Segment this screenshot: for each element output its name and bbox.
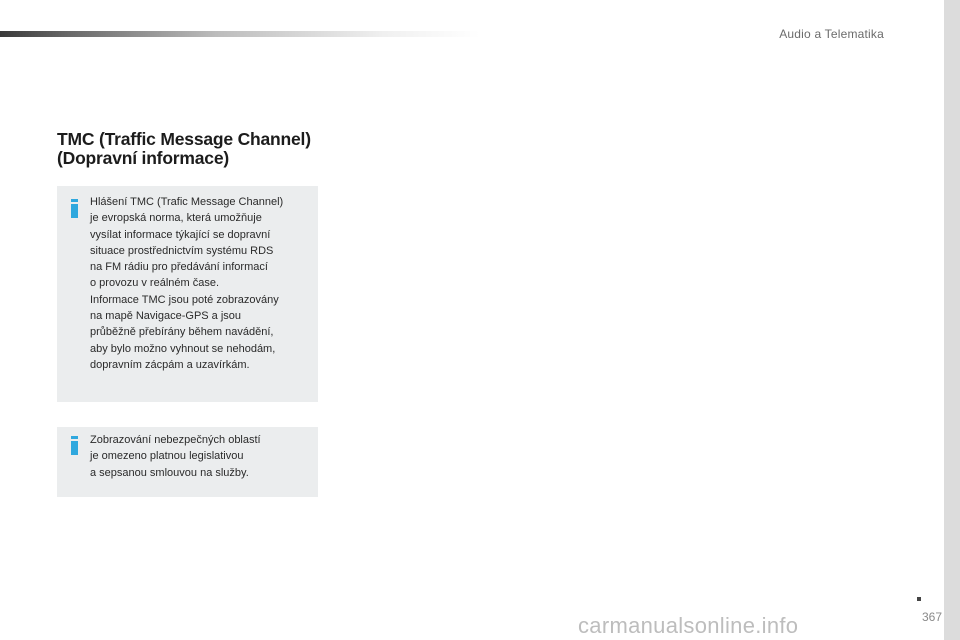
watermark: carmanualsonline.info <box>578 613 799 638</box>
page-dot-marker <box>917 597 921 601</box>
info-icon <box>71 199 78 218</box>
page-number: 367 <box>921 610 942 624</box>
info-box-danger-zones <box>57 427 318 497</box>
info-box-text: Hlášení TMC (Trafic Message Channel) je evropská norma, která umožňuje vysílat informace týkající se dopravní situace prostřednictvím systému RDS na FM rádiu pro předávání informací o provozu v reálném čase. Informace TMC jsou poté zobrazovány na mapě Navigace-GPS a jsou průběžně přebírány během navádění, aby bylo možno vyhnout se nehodám, dopravním zácpám a uzavírkám. <box>90 196 284 371</box>
info-box-text: Zobrazování nebezpečných oblastí je omezeno platnou legislativou a sepsanou smlouvou na služby. <box>90 434 261 479</box>
page-edge-strip <box>944 0 960 640</box>
info-box-tmc <box>57 186 318 402</box>
page-title: TMC (Traffic Message Channel) (Dopravní informace) <box>57 129 311 168</box>
info-icon <box>71 436 78 455</box>
section-label: Audio a Telematika <box>779 27 884 41</box>
header-gradient-bar <box>0 31 480 37</box>
